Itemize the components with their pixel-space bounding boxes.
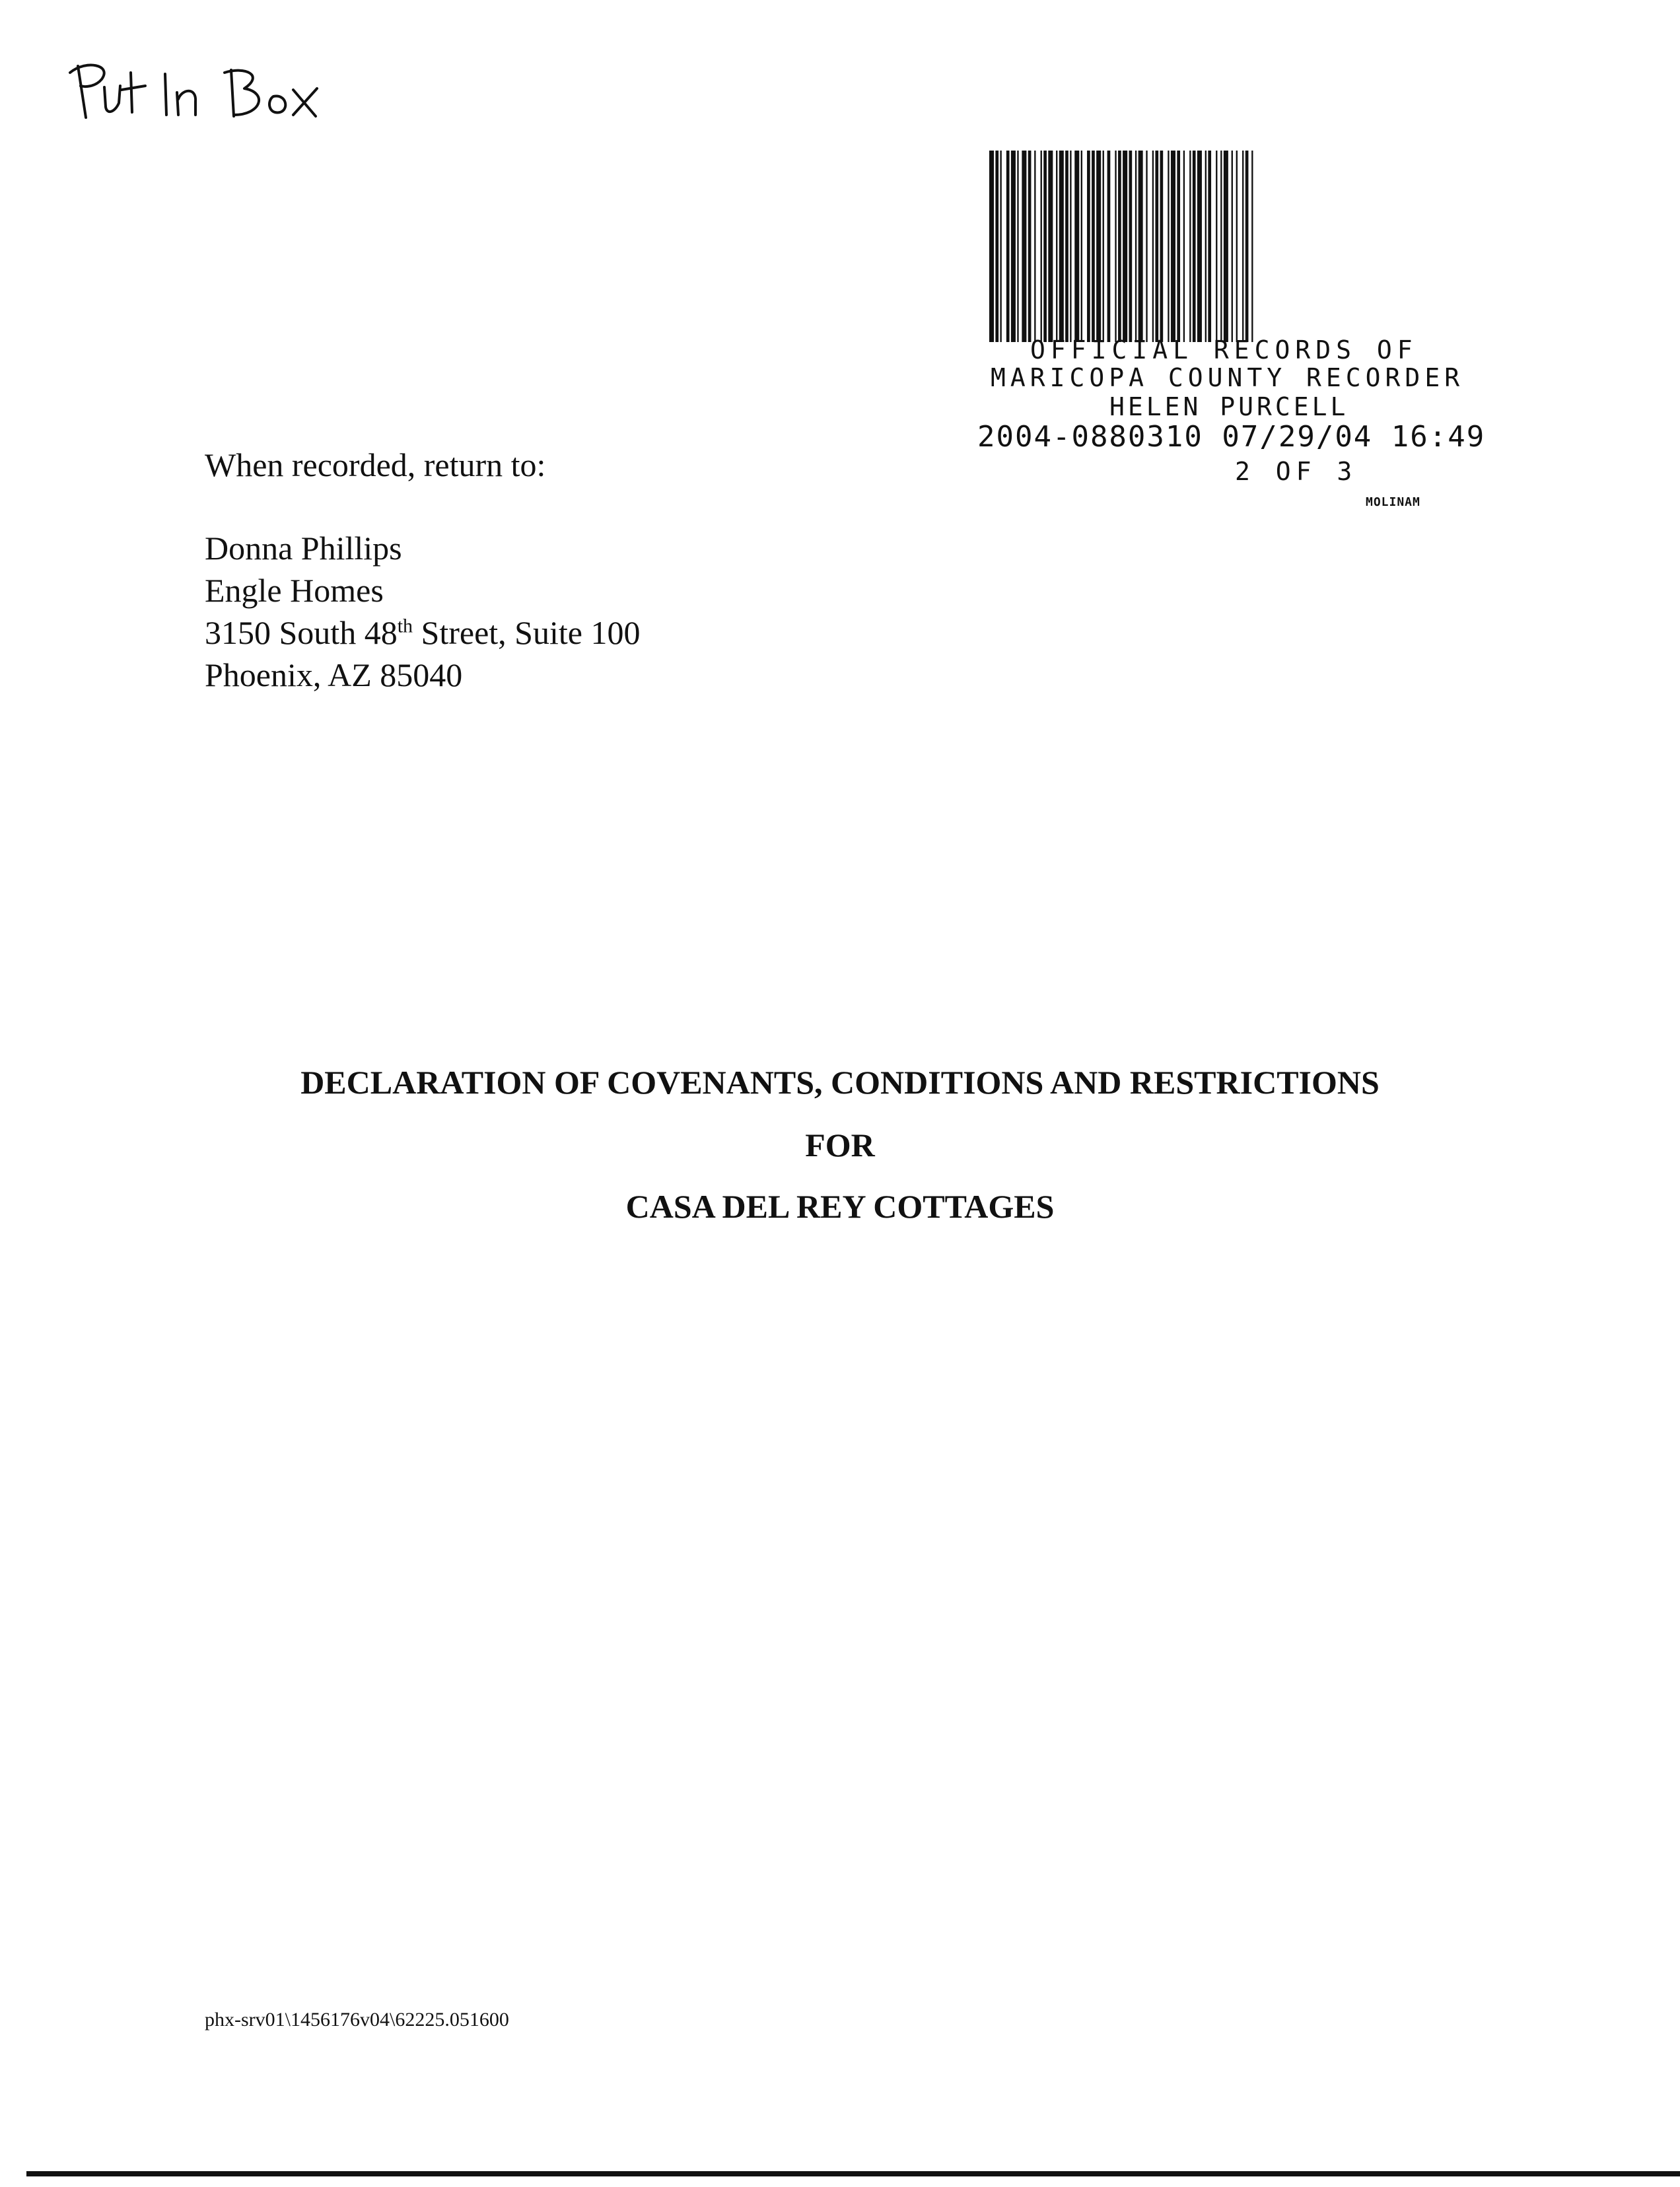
barcode-bar: [1022, 151, 1026, 342]
barcode-bar: [1152, 151, 1154, 342]
document-file-id: phx-srv01\1456176v04\62225.051600: [205, 2009, 509, 2031]
address-company: Engle Homes: [205, 572, 384, 609]
barcode-bar: [1006, 151, 1010, 342]
barcode-bar: [1041, 151, 1042, 342]
barcode-bar: [1103, 151, 1104, 342]
barcode-bar: [1183, 151, 1185, 342]
barcode-bar: [1160, 151, 1164, 342]
barcode-bar: [1245, 151, 1249, 342]
address-street-suffix: Street, Suite 100: [413, 614, 641, 651]
stamp-clerk-id: MOLINAM: [1366, 495, 1420, 509]
barcode-bar: [1059, 151, 1064, 342]
stamp-recorder-name: HELEN PURCELL: [1109, 392, 1349, 421]
address-street-ordinal: th: [397, 615, 413, 637]
document-title-line1: DECLARATION OF COVENANTS, CONDITIONS AND RESTRICTIONS: [300, 1064, 1380, 1101]
barcode-bar: [1177, 151, 1180, 342]
barcode-bar: [1208, 151, 1211, 342]
barcode-bar: [1189, 151, 1191, 342]
barcode-bar: [1224, 151, 1228, 342]
barcode-bar: [1028, 151, 1032, 342]
address-name: Donna Phillips: [205, 530, 402, 567]
stamp-official-records: OFFICIAL RECORDS OF: [1030, 335, 1418, 364]
barcode-bar: [1236, 151, 1238, 342]
barcode-bar: [995, 151, 998, 342]
document-title-line2: FOR: [805, 1127, 875, 1163]
return-to-label: When recorded, return to:: [205, 446, 546, 483]
barcode-bar: [1092, 151, 1095, 342]
address-street-prefix: 3150 South 48: [205, 614, 398, 651]
barcode-bar: [1065, 151, 1068, 342]
barcode-bar: [1138, 151, 1143, 342]
barcode-bar: [1056, 151, 1057, 342]
barcode-bar: [1146, 151, 1147, 342]
barcode-bar: [1118, 151, 1121, 342]
barcode-bar: [1155, 151, 1158, 342]
barcode-bar: [1000, 151, 1001, 342]
document-title-line3: CASA DEL REY COTTAGES: [625, 1188, 1055, 1225]
barcode-bar: [1011, 151, 1016, 342]
barcode-bar: [1017, 151, 1018, 342]
stamp-page-count: 2 OF 3: [1235, 457, 1358, 486]
barcode-bar: [1048, 151, 1053, 342]
barcode-bar: [1074, 151, 1079, 342]
barcode-bar: [1081, 151, 1082, 342]
barcode-bar: [1107, 151, 1111, 342]
barcode-bar: [1168, 151, 1169, 342]
barcode-bar: [1123, 151, 1127, 342]
barcode-bar: [989, 151, 994, 342]
barcode-bar: [1034, 151, 1035, 342]
address-street: [205, 611, 640, 654]
barcode-bar: [1087, 151, 1090, 342]
barcode-bar: [1096, 151, 1101, 342]
stamp-record-number-datetime: 2004-0880310 07/29/04 16:49: [977, 420, 1486, 454]
recording-barcode: [984, 151, 1467, 342]
barcode-bar: [1205, 151, 1207, 342]
handwritten-note: [66, 46, 330, 125]
barcode-bar: [1232, 151, 1233, 342]
barcode-bar: [1171, 151, 1175, 342]
barcode-bar: [1070, 151, 1071, 342]
barcode-bar: [1043, 151, 1047, 342]
barcode-bar: [1129, 151, 1133, 342]
return-address: [205, 527, 640, 696]
barcode-bar: [1193, 151, 1196, 342]
barcode-bar: [1242, 151, 1243, 342]
barcode-bar: [1135, 151, 1137, 342]
bottom-rule: [26, 2171, 1680, 2176]
address-city: Phoenix, AZ 85040: [205, 656, 463, 693]
barcode-graphic: [984, 151, 1467, 342]
stamp-county-recorder: MARICOPA COUNTY RECORDER: [991, 363, 1465, 392]
barcode-bar: [1216, 151, 1217, 342]
barcode-bar: [1251, 151, 1253, 342]
barcode-bar: [1115, 151, 1116, 342]
handwritten-note-graphic: [66, 46, 330, 125]
barcode-bar: [1197, 151, 1202, 342]
barcode-bar: [1220, 151, 1222, 342]
